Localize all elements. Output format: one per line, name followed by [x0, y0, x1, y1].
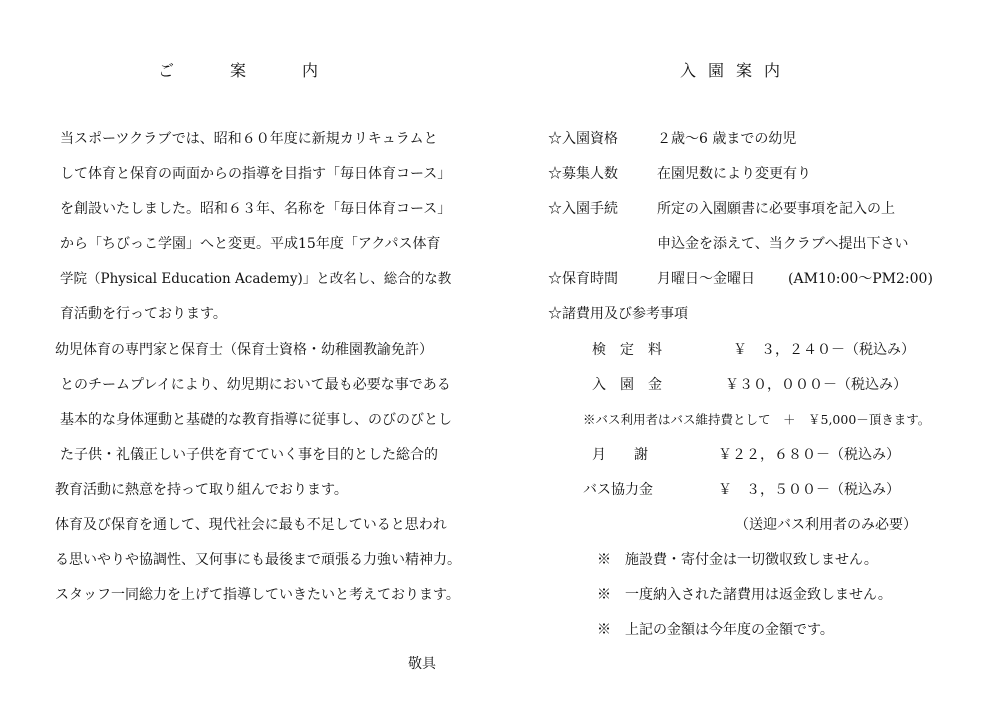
- left-paragraph-line: して体育と保育の両面からの指導を目指す「毎日体育コース」: [60, 166, 452, 182]
- fee-name: バス協力金: [583, 482, 653, 498]
- left-paragraph-line: を創設いたしました。昭和６３年、名称を「毎日体育コース」: [60, 201, 452, 217]
- left-paragraph-line: る思いやりや協調性、又何事にも最後まで頑張る力強い精神力。: [55, 552, 461, 568]
- left-paragraph-line: 当スポーツクラブでは、昭和６０年度に新規カリキュラムと: [60, 131, 438, 147]
- left-paragraph-line: 学院（Physical Education Academy)」と改名し、総合的な教: [60, 271, 452, 287]
- fees-heading: ☆諸費用及び参考事項: [548, 306, 688, 322]
- left-paragraph-line: スタッフ一同総力を上げて指導していきたいと考えております。: [55, 587, 460, 603]
- fee-amount: ￥３０，０００－（税込み）: [725, 377, 907, 393]
- fee-amount: ￥２２，６８０－（税込み）: [718, 447, 900, 463]
- left-paragraph-line: 基本的な身体運動と基礎的な教育指導に従事し、のびのびとし: [60, 412, 452, 428]
- fee-amount: ￥ ３，５００－（税込み）: [718, 482, 900, 498]
- hours-value: 月曜日〜金曜日: [657, 271, 755, 287]
- policy-note: ※ 施設費・寄付金は一切徴収致しません。: [597, 552, 878, 568]
- left-paragraph-line: た子供・礼儀正しい子供を育てていく事を目的とした総合的: [60, 447, 438, 463]
- bus-only-note: （送迎バス利用者のみ必要）: [735, 517, 917, 533]
- capacity-value: 在園児数により変更有り: [657, 166, 811, 182]
- fee-name: 検 定 料: [592, 342, 662, 358]
- right-title: 入園案内: [680, 61, 793, 80]
- hours-label: ☆保育時間: [548, 271, 618, 287]
- left-paragraph-line: から「ちびっこ学園」へと変更。平成15年度「アクパス体育: [60, 236, 441, 252]
- fee-name: 入 園 金: [592, 377, 662, 393]
- bus-note: ※バス利用者はバス維持費として ＋ ￥5,000－頂きます。: [583, 412, 931, 427]
- policy-note: ※ 一度納入された諸費用は返金致しません。: [597, 587, 892, 603]
- fee-name: 月 謝: [592, 447, 648, 463]
- policy-note: ※ 上記の金額は今年度の金額です。: [597, 622, 834, 638]
- left-paragraph-line: 幼児体育の専門家と保育士（保育士資格・幼稚園教諭免許）: [55, 342, 433, 358]
- hours-time: (AM10:00〜PM2:00): [788, 271, 933, 287]
- closing-text: 敬具: [408, 656, 436, 672]
- fee-amount: ￥ ３，２４０－（税込み）: [733, 342, 915, 358]
- left-paragraph-line: 育活動を行っております。: [60, 306, 227, 322]
- left-paragraph-line: 教育活動に熱意を持って取り組んでおります。: [55, 482, 348, 498]
- procedure-label: ☆入園手続: [548, 201, 618, 217]
- qualification-value: ２歳〜6 歳までの幼児: [657, 131, 797, 147]
- procedure-value-line2: 申込金を添えて、当クラブへ提出下さい: [657, 236, 909, 252]
- left-paragraph-line: 体育及び保育を通して、現代社会に最も不足していると思われ: [55, 517, 447, 533]
- left-paragraph-line: とのチームプレイにより、幼児期において最も必要な事である: [60, 377, 451, 393]
- qualification-label: ☆入園資格: [548, 131, 618, 147]
- capacity-label: ☆募集人数: [548, 166, 618, 182]
- procedure-value-line1: 所定の入園願書に必要事項を記入の上: [657, 201, 895, 217]
- left-title: ご 案 内: [158, 61, 339, 80]
